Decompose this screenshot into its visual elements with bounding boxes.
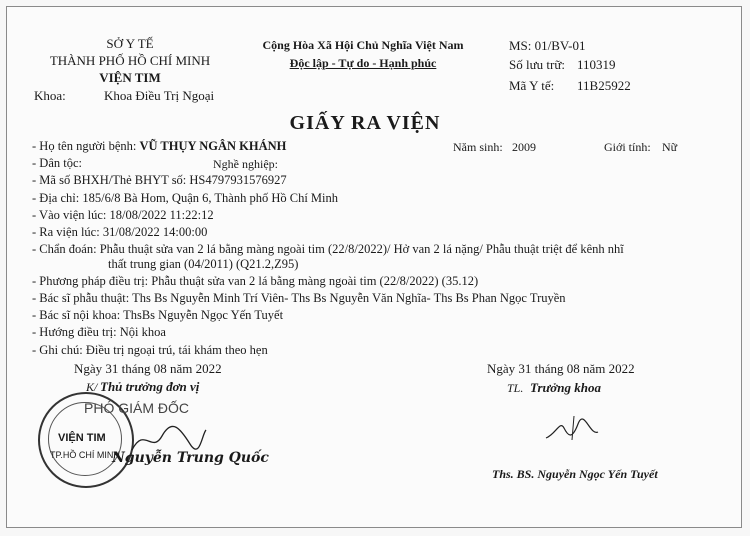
ho-ten-value: VŨ THỤY NGÂN KHÁNH (139, 139, 287, 153)
bs-noi-khoa-label: - Bác sĩ nội khoa: (32, 308, 121, 322)
dept-line1: SỞ Y TẾ (106, 36, 154, 51)
right-prefix: TL. (507, 381, 524, 395)
so-luu-tru-value: 110319 (577, 57, 616, 72)
row-ra-vien (32, 225, 207, 240)
huong-dieu-tri-label: - Hướng điều trị: (32, 325, 117, 339)
phuong-phap-label: - Phương pháp điều trị: (32, 274, 149, 288)
ghi-chu-value: Điều trị ngoại trú, tái khám theo hẹn (85, 343, 268, 357)
dia-chi-label: - Địa chỉ: (32, 191, 80, 205)
stamp-title: PHÓ GIÁM ĐỐC (84, 400, 190, 416)
row-chan-doan (32, 242, 624, 257)
stamp-name: VIỆN TIM (58, 432, 106, 444)
gioi-tinh-label: Giới tính: (604, 140, 651, 154)
left-prefix: K/ (86, 380, 98, 394)
vao-vien-value: 18/08/2022 11:22:12 (109, 208, 214, 222)
stamp-city: TP.HỒ CHÍ MINH (50, 450, 120, 460)
row-dia-chi (32, 191, 338, 206)
dan-toc-label: - Dân tộc: (32, 156, 82, 170)
nation-name: Cộng Hòa Xã Hội Chủ Nghĩa Việt Nam (262, 38, 464, 52)
left-signature-scribble (128, 420, 208, 460)
bhxh-label: - Mã số BHXH/Thẻ BHYT số: (32, 173, 187, 187)
nam-sinh-value: 2009 (512, 140, 536, 154)
phuong-phap-value: Phẫu thuật sửa van 2 lá bằng màng ngoài tim (22/8/2022) (35.12) (151, 274, 479, 288)
row-phuong-phap (32, 274, 478, 289)
so-luu-tru-label: Số lưu trữ: (509, 57, 565, 72)
bs-phau-thuat-value: Ths Bs Nguyễn Minh Trí Viên- Ths Bs Nguyễn Văn Nghĩa- Ths Bs Phan Ngọc Truyền (132, 291, 566, 305)
row-bs-phau-thuat (32, 291, 566, 306)
ho-ten-label: - Họ tên người bệnh: (32, 139, 137, 153)
row-dan-toc (32, 156, 82, 171)
row-ho-ten (32, 139, 286, 154)
row-bs-noi-khoa (32, 308, 283, 323)
form-code: MS: 01/BV-01 (509, 38, 586, 53)
ra-vien-label: - Ra viện lúc: (32, 225, 100, 239)
bhxh-value: HS4797931576927 (189, 173, 287, 187)
vao-vien-label: - Vào viện lúc: (32, 208, 107, 222)
row-vao-vien (32, 208, 214, 223)
dept-line2: THÀNH PHỐ HỒ CHÍ MINH (49, 53, 211, 68)
ra-vien-value: 31/08/2022 14:00:00 (102, 225, 208, 239)
nam-sinh-label: Năm sinh: (453, 140, 503, 154)
ma-yte-value: 11B25922 (577, 78, 631, 93)
huong-dieu-tri-value: Nội khoa (119, 325, 166, 339)
bs-phau-thuat-label: - Bác sĩ phẫu thuật: (32, 291, 130, 305)
chan-doan-line2: thất trung gian (04/2011) (Q21.2,Z95) (108, 257, 299, 271)
chan-doan-line1: Phẫu thuật sửa van 2 lá bằng màng ngoài tim (22/8/2022)/ Hở van 2 lá nặng/ Phẫu thuật triệt để kênh nhĩ (99, 242, 624, 256)
dia-chi-value: 185/6/8 Bà Hom, Quận 6, Thành phố Hồ Chí Minh (82, 191, 339, 205)
ma-yte-label: Mã Y tế: (509, 78, 555, 93)
nghe-nghiep-label: Nghề nghiệp: (213, 157, 278, 171)
row-huong-dieu-tri (32, 325, 166, 340)
bs-noi-khoa-value: ThsBs Nguyễn Ngọc Yến Tuyết (123, 308, 284, 322)
nation-motto: Độc lập - Tự do - Hạnh phúc (289, 56, 437, 70)
ghi-chu-label: - Ghi chú: (32, 343, 83, 357)
right-signature-scribble (538, 410, 608, 446)
row-bhxh (32, 173, 287, 188)
left-role: Thủ trưởng đơn vị (100, 379, 200, 394)
right-signer: Ths. BS. Nguyễn Ngọc Yến Tuyết (492, 467, 658, 481)
hospital-name: VIỆN TIM (99, 70, 161, 85)
right-role: Trưởng khoa (530, 380, 601, 395)
left-signer: Nguyễn Trung Quốc (112, 450, 269, 466)
left-date: Ngày 31 tháng 08 năm 2022 (74, 361, 222, 376)
khoa-value: Khoa Điều Trị Ngoại (104, 88, 215, 103)
chan-doan-label: - Chẩn đoán: (32, 242, 97, 256)
right-date: Ngày 31 tháng 08 năm 2022 (487, 361, 635, 376)
document-title: GIẤY RA VIỆN (289, 112, 441, 134)
gioi-tinh-value: Nữ (662, 140, 678, 154)
row-ghi-chu (32, 343, 268, 358)
khoa-label: Khoa: (34, 88, 66, 103)
